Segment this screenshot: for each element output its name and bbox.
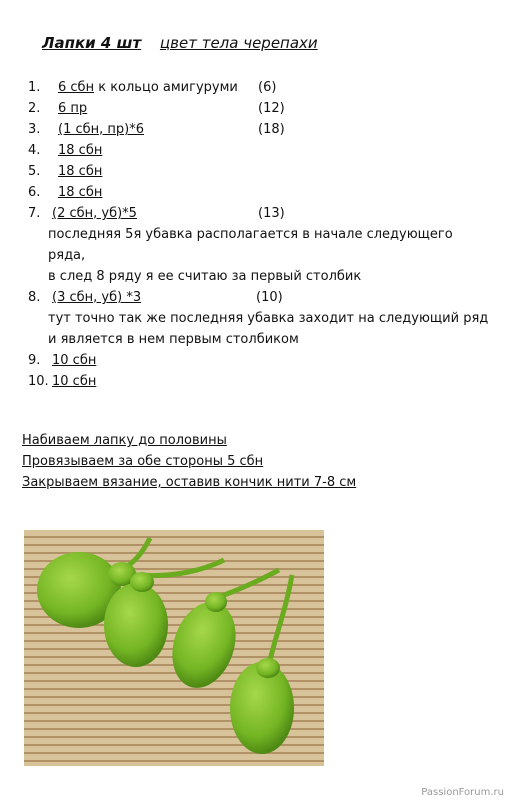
row-number: 7. [28, 206, 41, 221]
row-number: 2. [28, 101, 41, 116]
row-stitches: 18 сбн [58, 185, 103, 200]
page-title [42, 34, 318, 52]
row-stitches: 10 сбн [52, 374, 97, 389]
row-text [52, 353, 96, 368]
row-number: 4. [28, 143, 41, 158]
row-text [58, 185, 102, 200]
row-stitches: 10 сбн [52, 353, 97, 368]
row-number: 9. [28, 353, 41, 368]
row-stitches: (3 сбн, уб) *3 [52, 290, 142, 305]
row-number: 1. [28, 80, 41, 95]
row-number: 8. [28, 290, 41, 305]
row-tail: к кольцо амигуруми [94, 80, 238, 95]
row-text [52, 206, 137, 221]
row-count: (18) [258, 122, 285, 137]
row-text [58, 101, 87, 116]
row-note: последняя 5я убавка располагается в начале следующего [48, 227, 453, 242]
row-note: и является в нем первым столбиком [48, 332, 299, 347]
row-text [58, 143, 102, 158]
row-text [58, 122, 144, 137]
photo-illustration [24, 530, 324, 766]
instruction-line: Закрываем вязание, оставив кончик нити 7-8 см [22, 475, 357, 490]
title-sub: цвет тела черепахи [159, 34, 318, 52]
row-stitches: (1 сбн, пр)*6 [58, 122, 144, 137]
row-text [52, 374, 96, 389]
row-text [58, 164, 102, 179]
row-stitches: 18 сбн [58, 143, 103, 158]
crochet-legs-photo [24, 530, 324, 766]
row-text [58, 80, 238, 95]
row-text [52, 290, 141, 305]
row-stitches: 6 пр [58, 101, 88, 116]
row-count: (6) [258, 80, 277, 95]
row-count: (10) [256, 290, 283, 305]
row-count: (12) [258, 101, 285, 116]
title-main: Лапки 4 шт [42, 34, 142, 52]
row-stitches: (2 сбн, уб)*5 [52, 206, 137, 221]
row-note: ряда, [48, 248, 86, 263]
instruction-line: Набиваем лапку до половины [22, 433, 227, 448]
row-note: тут точно так же последняя убавка заходит на следующий ряд [48, 311, 489, 326]
instruction-line: Провязываем за обе стороны 5 сбн [22, 454, 264, 469]
row-number: 6. [28, 185, 41, 200]
row-number: 10. [28, 374, 49, 389]
row-stitches: 6 сбн [58, 80, 95, 95]
row-stitches: 18 сбн [58, 164, 103, 179]
row-note: в след 8 ряду я ее считаю за первый столбик [48, 269, 362, 284]
row-number: 3. [28, 122, 41, 137]
watermark: PassionForum.ru [421, 787, 504, 798]
row-count: (13) [258, 206, 285, 221]
row-number: 5. [28, 164, 41, 179]
